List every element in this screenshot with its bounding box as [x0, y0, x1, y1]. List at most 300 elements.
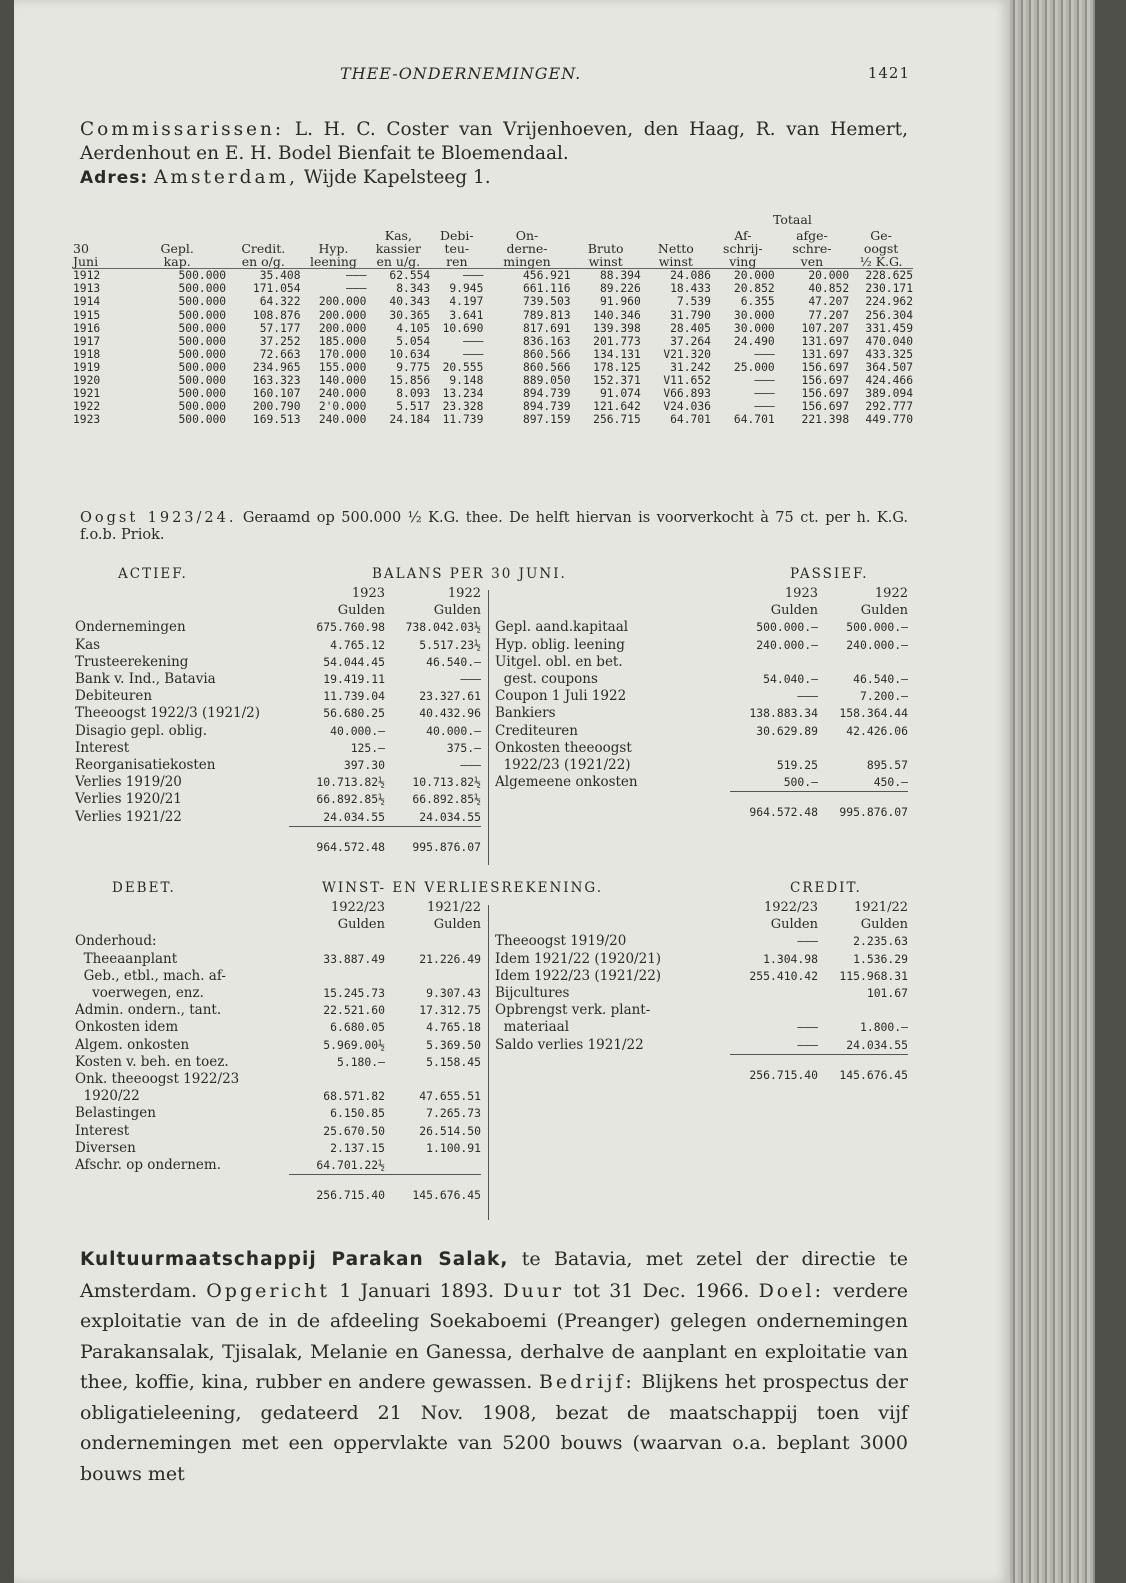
- stats-header-cell: ½ K.G.: [849, 255, 913, 269]
- running-head: [340, 64, 910, 83]
- ledger-value: [289, 1071, 385, 1088]
- stats-header-cell: On-: [515, 228, 539, 243]
- column-year: 1922/23: [330, 900, 385, 915]
- balans-divider: [488, 590, 489, 865]
- ledger-value: 6.680.05: [330, 1020, 385, 1035]
- bedrijf-label: Bedrijf:: [538, 1371, 635, 1393]
- stats-row: [73, 374, 913, 387]
- ledger-value: 21.226.49: [419, 951, 481, 966]
- ledger-value: 125.—: [350, 740, 385, 755]
- stats-cell: 500.000: [178, 308, 227, 322]
- ledger-label: Saldo verlies 1921/22: [495, 1036, 644, 1053]
- total-value: 964.572.48: [289, 826, 385, 856]
- ledger-value: 255.410.42: [749, 968, 818, 983]
- ledger-value: 375.—: [446, 740, 481, 755]
- stats-cell: ———: [346, 269, 367, 283]
- ledger-label: Belastingen: [75, 1105, 156, 1122]
- stats-cell: 107.207: [801, 321, 850, 335]
- ledger-row: [75, 951, 481, 968]
- stats-header-cell: ven: [775, 255, 849, 269]
- stats-cell: 24.490: [733, 334, 775, 348]
- stats-cell: 200.000: [318, 308, 367, 322]
- stats-cell: 30.000: [733, 308, 775, 322]
- stats-cell: 9.148: [449, 374, 484, 388]
- column-year: 1921/22: [853, 900, 908, 915]
- ledger-value: 240.000.—: [756, 637, 818, 652]
- ledger-value: 46.540.—: [426, 654, 481, 669]
- stats-cell: 6.355: [740, 295, 775, 309]
- stats-cell: 200.000: [318, 321, 367, 335]
- ledger-label: Admin. ondern., tant.: [75, 1002, 222, 1019]
- ledger-label: Geb., etbl., mach. af-: [75, 967, 226, 984]
- ledger-value: [289, 933, 385, 950]
- stats-cell: 9.945: [449, 282, 484, 296]
- ledger-row: [75, 1140, 481, 1157]
- stats-cell: 108.876: [252, 308, 301, 322]
- stats-row: [73, 400, 913, 413]
- ledger-value: 42.426.06: [846, 723, 908, 738]
- stats-row: [73, 309, 913, 322]
- stats-cell: 20.000: [808, 269, 850, 283]
- stats-header-cell: leening: [301, 255, 367, 269]
- stats-cell: 364.507: [865, 360, 913, 374]
- ledger-row: [75, 1054, 481, 1071]
- column-years-row: [495, 899, 908, 916]
- stats-header-cell: Hyp.: [318, 241, 349, 257]
- stats-cell: ———: [754, 387, 775, 401]
- stats-row: [73, 269, 913, 283]
- stats-cell: 433.325: [865, 347, 913, 361]
- stats-cell: 23.328: [442, 400, 484, 414]
- column-unit-row: [75, 916, 481, 933]
- stats-cell: ———: [754, 347, 775, 361]
- ledger-value: [385, 968, 481, 985]
- totals-row: [495, 1054, 908, 1084]
- ledger-label: Onk. theeoogst 1922/23: [75, 1071, 240, 1088]
- spacer-cell: [495, 792, 730, 822]
- stats-cell: 240.000: [318, 387, 367, 401]
- debet-title: DEBET.: [112, 880, 176, 896]
- ledger-value: [730, 1002, 818, 1019]
- stats-cell: 1917: [73, 334, 101, 348]
- stats-header-cell: Credit.: [241, 241, 286, 257]
- ledger-value: 895.57: [866, 758, 908, 773]
- ledger-value: [385, 1157, 481, 1175]
- ledger-row: [75, 1037, 481, 1054]
- ledger-value: 54.044.45: [323, 654, 385, 669]
- column-unit: Gulden: [337, 603, 385, 619]
- stats-cell: 500.000: [178, 282, 227, 296]
- ledger-value: 500.000.—: [846, 620, 908, 635]
- ledger-value: 1.536.29: [853, 951, 908, 966]
- stats-cell: 470.040: [865, 334, 913, 348]
- ledger-row: [495, 757, 908, 774]
- stats-cell: 160.107: [252, 387, 301, 401]
- stats-cell: 5.517: [396, 400, 431, 414]
- page-number: 1421: [867, 64, 910, 82]
- spacer-cell: [495, 602, 730, 619]
- ledger-label: Opbrengst verk. plant-: [495, 1002, 651, 1019]
- ledger-row: [75, 968, 481, 985]
- ledger-value: 64.701.22½: [316, 1158, 385, 1173]
- stats-cell: V66.893: [663, 387, 711, 401]
- kultuur-text-4: verdere exploitatie van de in de afdeeling Soekaboemi (Preanger) gelegen ondernemingen Parakansalak, Tjisalak, Melanie en Ganessa, derhalve de aanplant en exploitatie van thee, koffie, kina, rubber en andere gewassen.: [80, 1279, 908, 1393]
- ledger-value: 23.327.61: [419, 689, 481, 704]
- ledger-value: 19.419.11: [323, 672, 385, 687]
- ledger-label: voerwegen, enz.: [75, 985, 204, 1002]
- column-year: 1923: [351, 586, 385, 601]
- ledger-label: Bankiers: [495, 705, 556, 722]
- stats-cell: 37.252: [259, 334, 301, 348]
- stats-header-cell: Netto: [657, 241, 694, 257]
- oogst-label: Oogst 1923/24.: [80, 510, 237, 526]
- ledger-value: 40.000.—: [426, 723, 481, 738]
- spacer-cell: [75, 1175, 289, 1205]
- stats-cell: 389.094: [865, 387, 913, 401]
- stats-header-cell: schrij-: [723, 241, 763, 257]
- ledger-value: 158.364.44: [839, 706, 908, 721]
- stats-header-row: [73, 255, 913, 269]
- stats-cell: 500.000: [178, 295, 227, 309]
- stats-cell: 200.790: [252, 400, 301, 414]
- stats-cell: 88.394: [599, 269, 641, 283]
- ledger-label: Theeoogst 1922/3 (1921/2): [75, 705, 261, 722]
- stats-cell: 500.000: [178, 374, 227, 388]
- stats-cell: 256.304: [865, 308, 913, 322]
- ledger-value: 4.765.18: [426, 1020, 481, 1035]
- ledger-value: 1.800.—: [859, 1020, 908, 1035]
- column-year: 1922/23: [763, 900, 818, 915]
- stats-row: [73, 335, 913, 348]
- stats-header-cell: en u/g.: [366, 255, 430, 269]
- ledger-value: 17.312.75: [419, 1003, 481, 1018]
- kultuur-text-1: te Batavia, met zetel der directie te Amsterdam.: [80, 1248, 908, 1302]
- stats-cell: 156.697: [801, 360, 850, 374]
- ledger-value: 33.887.49: [323, 951, 385, 966]
- stats-cell: 256.715: [593, 413, 641, 427]
- stats-row: [73, 361, 913, 374]
- ledger-row: [75, 809, 481, 827]
- stats-cell: 64.701: [733, 413, 775, 427]
- stats-row: [73, 295, 913, 308]
- stats-cell: 500.000: [178, 321, 227, 335]
- total-value: 964.572.48: [730, 792, 818, 822]
- ledger-value: 47.655.51: [419, 1089, 481, 1104]
- ledger-value: 66.892.85½: [412, 792, 481, 807]
- stats-cell: 500.000: [178, 400, 227, 414]
- total-value: 995.876.07: [818, 792, 908, 822]
- column-unit: Gulden: [770, 603, 818, 619]
- stats-cell: 836.163: [522, 334, 571, 348]
- stats-cell: 1918: [73, 347, 101, 361]
- ledger-value: ———: [797, 689, 818, 704]
- stats-cell: 331.459: [865, 321, 913, 335]
- stats-cell: 64.701: [670, 413, 711, 427]
- winst-title: WINST- EN VERLIESREKENING.: [322, 880, 604, 896]
- ledger-row: [495, 723, 908, 740]
- passief-table: [495, 585, 908, 822]
- stats-cell: 131.697: [801, 334, 850, 348]
- stats-row: [73, 387, 913, 400]
- stats-header-cell: Kas,: [384, 228, 412, 243]
- stats-cell: 1922: [73, 400, 101, 414]
- stats-cell: 31.790: [670, 308, 711, 322]
- ledger-label: Algemeene onkosten: [495, 774, 638, 791]
- ledger-value: 68.571.82: [323, 1089, 385, 1104]
- stats-header-cell: derne-: [506, 241, 548, 257]
- stats-cell: 500.000: [178, 387, 227, 401]
- stats-cell: 91.074: [599, 387, 641, 401]
- ledger-label: Trusteerekening: [75, 653, 189, 670]
- spacer-cell: [495, 1054, 730, 1084]
- stats-header-cell: mingen: [483, 255, 570, 269]
- ledger-value: 66.892.85½: [316, 792, 385, 807]
- stats-header-cell: schre-: [792, 241, 832, 257]
- stats-cell: 169.513: [252, 413, 301, 427]
- stats-cell: 230.171: [865, 282, 913, 296]
- stats-cell: 1916: [73, 321, 101, 335]
- ledger-value: 240.000.—: [846, 637, 908, 652]
- stats-cell: 5.054: [396, 334, 431, 348]
- stats-cell: 170.000: [318, 347, 367, 361]
- ledger-label: Bank v. Ind., Batavia: [75, 671, 216, 688]
- stats-cell: 8.093: [396, 387, 431, 401]
- stats-header-cell: ren: [430, 255, 483, 269]
- ledger-value: 30.629.89: [756, 723, 818, 738]
- stats-cell: 156.697: [801, 374, 850, 388]
- ledger-row: [75, 1123, 481, 1140]
- stats-cell: 449.770: [865, 413, 913, 427]
- stats-row: [73, 348, 913, 361]
- ledger-label: Ondernemingen: [75, 619, 186, 636]
- ledger-row: [75, 637, 481, 654]
- stats-cell: 9.775: [396, 360, 431, 374]
- totals-row: [75, 826, 481, 856]
- stats-cell: 860.566: [522, 347, 571, 361]
- ledger-value: [730, 740, 818, 757]
- ledger-row: [75, 1157, 481, 1175]
- ledger-row: [495, 933, 908, 950]
- ledger-label: Idem 1921/22 (1920/21): [495, 950, 662, 967]
- ledger-value: 6.150.85: [330, 1106, 385, 1121]
- stats-cell: 500.000: [178, 413, 227, 427]
- ledger-row: [495, 1037, 908, 1055]
- stats-cell: ———: [754, 374, 775, 388]
- stats-cell: 139.398: [593, 321, 641, 335]
- ledger-value: 4.765.12: [330, 637, 385, 652]
- stats-cell: 91.960: [599, 295, 641, 309]
- ledger-value: 500.—: [783, 775, 818, 790]
- ledger-row: [495, 968, 908, 985]
- ledger-label: Verlies 1919/20: [75, 774, 182, 791]
- ledger-value: 10.713.82½: [316, 775, 385, 790]
- ledger-label: Theeoogst 1919/20: [495, 933, 627, 950]
- spacer-cell: [75, 585, 289, 602]
- stats-cell: 3.641: [449, 308, 484, 322]
- ledger-row: [495, 985, 908, 1002]
- ledger-value: 738.042.03½: [405, 620, 481, 635]
- spacer-cell: [75, 899, 289, 916]
- stats-cell: 47.207: [808, 295, 850, 309]
- ledger-value: 24.034.55: [323, 809, 385, 824]
- stats-cell: 31.242: [670, 360, 711, 374]
- stats-cell: 140.346: [593, 308, 641, 322]
- stats-header-cell: kap.: [128, 255, 226, 269]
- stats-cell: 156.697: [801, 400, 850, 414]
- commissarissen-label: Commissarissen:: [80, 119, 285, 140]
- stats-cell: 18.433: [670, 282, 711, 296]
- stats-cell: 131.697: [801, 347, 850, 361]
- stats-cell: 1921: [73, 387, 101, 401]
- column-years-row: [75, 899, 481, 916]
- ledger-value: [818, 654, 908, 671]
- stats-cell: 1923: [73, 413, 101, 427]
- ledger-label: Interest: [75, 1122, 130, 1139]
- ledger-row: [75, 740, 481, 757]
- ledger-value: 7.265.73: [426, 1106, 481, 1121]
- stats-cell: ———: [462, 269, 484, 283]
- ledger-row: [75, 1071, 481, 1088]
- stats-cell: 30.365: [389, 308, 431, 322]
- actief-table: [75, 585, 481, 856]
- stats-cell: 178.125: [593, 360, 641, 374]
- stats-header-cell: winst: [571, 255, 641, 269]
- stats-cell: 8.343: [396, 282, 431, 296]
- stats-cell: 57.177: [259, 321, 301, 335]
- ledger-row: [495, 1002, 908, 1019]
- ledger-row: [75, 757, 481, 774]
- stats-cell: 140.000: [318, 374, 367, 388]
- stats-header-cell: en o/g.: [226, 255, 300, 269]
- stats-cell: 500.000: [178, 334, 227, 348]
- ledger-label: Disagio gepl. oblig.: [75, 722, 208, 739]
- stats-cell: 134.131: [593, 347, 641, 361]
- ledger-row: [495, 705, 908, 722]
- ledger-value: 675.760.98: [316, 620, 385, 635]
- stats-header-cell: Gepl.: [160, 241, 194, 257]
- stats-cell: 24.184: [389, 413, 431, 427]
- stats-cell: ———: [462, 347, 484, 361]
- debet-table: [75, 899, 481, 1204]
- credit-table: [495, 899, 908, 1084]
- column-unit: Gulden: [433, 917, 481, 933]
- ledger-row: [495, 654, 908, 671]
- stats-cell: 894.739: [522, 400, 571, 414]
- stats-cell: 894.739: [522, 387, 571, 401]
- stats-cell: 30.000: [733, 321, 775, 335]
- statistics-grid: [73, 229, 913, 426]
- column-unit-row: [495, 602, 908, 619]
- ledger-label: Gepl. aand.kapitaal: [495, 619, 629, 636]
- ledger-label: materiaal: [495, 1019, 570, 1036]
- spacer-cell: [75, 602, 289, 619]
- stats-cell: ———: [346, 282, 367, 296]
- ledger-row: [495, 951, 908, 968]
- stats-cell: 10.634: [389, 347, 431, 361]
- stats-cell: 163.323: [252, 374, 301, 388]
- stats-header-cell: 30: [73, 241, 89, 257]
- stats-cell: 152.371: [593, 374, 641, 388]
- ledger-value: 5.517.23½: [419, 637, 481, 652]
- ledger-label: Kosten v. beh. en toez.: [75, 1053, 229, 1070]
- ledger-row: [495, 671, 908, 688]
- stats-cell: 20.555: [442, 360, 484, 374]
- stats-cell: 40.852: [808, 282, 850, 296]
- ledger-row: [495, 1019, 908, 1036]
- ledger-row: [75, 1088, 481, 1105]
- stats-cell: 221.398: [801, 413, 850, 427]
- total-value: 256.715.40: [730, 1054, 818, 1084]
- stats-header-cell: oogst: [863, 241, 899, 257]
- passief-title: PASSIEF.: [790, 566, 869, 582]
- ledger-value: 115.968.31: [839, 968, 908, 983]
- stats-cell: 4.105: [396, 321, 431, 335]
- ledger-label: Diversen: [75, 1139, 136, 1156]
- stats-cell: 62.554: [389, 269, 431, 283]
- ledger-value: 15.245.73: [323, 986, 385, 1001]
- ledger-value: [818, 740, 908, 757]
- ledger-row: [75, 619, 481, 636]
- stats-cell: ———: [462, 334, 484, 348]
- stats-cell: 20.000: [733, 269, 775, 283]
- stats-header-cell: winst: [641, 255, 711, 269]
- stats-cell: 292.777: [865, 400, 913, 414]
- oogst-paragraph: [80, 510, 908, 544]
- running-head-title: THEE-ONDERNEMINGEN.: [340, 64, 582, 83]
- stats-cell: 40.343: [389, 295, 431, 309]
- ledger-label: Reorganisatiekosten: [75, 757, 216, 774]
- ledger-value: 26.514.50: [419, 1123, 481, 1138]
- ledger-value: 500.000.—: [756, 620, 818, 635]
- ledger-value: 1.304.98: [763, 951, 818, 966]
- ledger-value: 46.540.—: [853, 672, 908, 687]
- ledger-value: 2.235.63: [853, 934, 908, 949]
- ledger-row: [495, 619, 908, 636]
- stats-cell: 889.050: [522, 374, 571, 388]
- ledger-row: [495, 740, 908, 757]
- stats-cell: 72.663: [259, 347, 301, 361]
- winst-divider: [488, 905, 489, 1220]
- stats-cell: ———: [754, 400, 775, 414]
- stats-cell: 7.539: [676, 295, 711, 309]
- stats-header-cell: teu-: [444, 241, 470, 257]
- stats-cell: 11.739: [442, 413, 484, 427]
- stats-cell: 1912: [73, 269, 101, 283]
- stats-cell: 661.116: [522, 282, 571, 296]
- opgericht-label: Opgericht: [206, 1279, 331, 1302]
- ledger-value: 2.137.15: [330, 1140, 385, 1155]
- stats-cell: 500.000: [178, 269, 227, 283]
- stats-cell: 77.207: [808, 308, 850, 322]
- ledger-label: Kas: [75, 636, 101, 653]
- stats-header-cell: kassier: [375, 241, 421, 257]
- ledger-label: gest. coupons: [495, 671, 598, 688]
- column-unit-row: [495, 916, 908, 933]
- stats-row: [73, 413, 913, 426]
- ledger-label: 1920/22: [75, 1088, 140, 1105]
- kultuur-text-5: Blijkens het prospectus der obligatieleening, gedateerd 21 Nov. 1908, bezat de maatschappij toen vijf ondernemingen met een oppervlakte van 5200 bouws (waarvan o.a. beplant 3000 bouws met: [80, 1371, 909, 1485]
- ledger-value: [385, 933, 481, 950]
- stats-header-cell: afge-: [796, 228, 828, 243]
- adres-city: Amsterdam,: [154, 167, 298, 188]
- duur-label: Duur: [503, 1279, 565, 1302]
- total-value: 995.876.07: [385, 826, 481, 856]
- stats-header-row: [73, 229, 913, 242]
- ledger-label: Debiteuren: [75, 688, 153, 705]
- spacer-cell: [495, 585, 730, 602]
- ledger-value: ———: [460, 672, 481, 687]
- book-cover-edge: [1095, 0, 1126, 1583]
